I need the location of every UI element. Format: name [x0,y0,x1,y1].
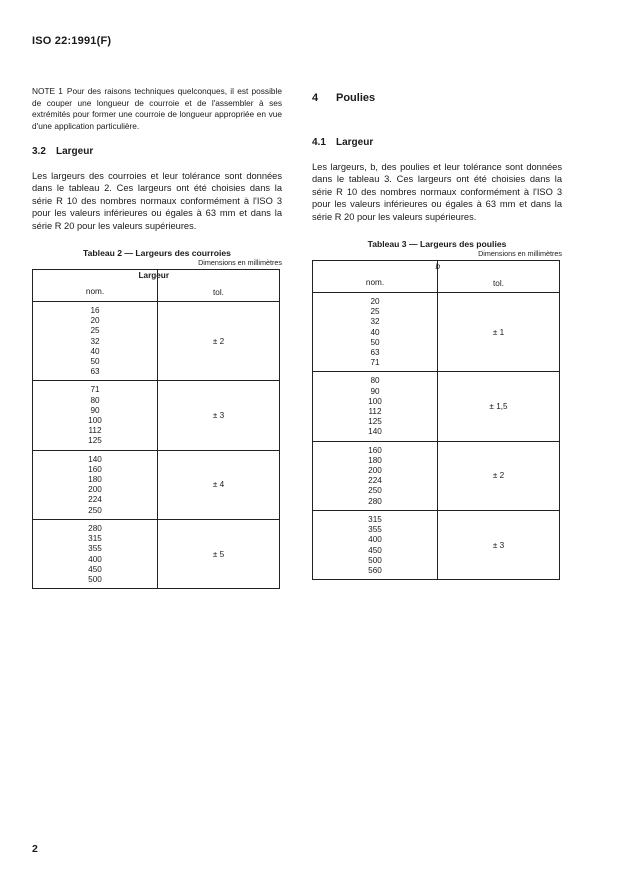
tolerance-value: ± 1,5 [438,372,560,441]
left-column [32,86,282,589]
note-1 [32,86,282,132]
section-4-1-text: Les largeurs, b, des poulies et leur tolérance sont données dans le tableau 3. Ces largeurs ont été choisies dans la série R 10 des nombres normaux conformément à l'ISO 3 pour les valeurs inférieures ou égales à 63 mm et dans la série R 20 pour les valeurs supérieures. [312,162,562,222]
page-number: 2 [32,843,38,855]
nominal-values: 280 315 355 400 450 500 [33,519,158,588]
section-4-1-heading [312,137,562,148]
table-row [313,293,560,372]
chapter-4-heading [312,92,562,104]
table-2-header-largeur: Largeur [138,271,169,281]
tolerance-value: ± 3 [438,510,560,579]
table-3-col-tol: tol. [493,279,504,289]
table-2-col-nom: nom. [85,286,105,296]
nominal-values: 71 80 90 100 112 125 [33,381,158,450]
table-row [33,302,280,381]
table-2-header-tol [158,270,280,302]
table-3 [312,260,560,580]
section-3-2-text: Les largeurs des courroies et leur tolérance sont données dans le tableau 2. Ces largeurs ont été choisies dans la série R 10 des nombres normaux conformément à l'ISO 3 pour les valeurs inférieures ou égales à 63 mm et dans la série R 20 pour les valeurs supérieures. [32,171,282,231]
chapter-title: Poulies [336,92,376,104]
section-title: Largeur [336,137,374,148]
tolerance-value: ± 2 [158,302,280,381]
table-3-caption: Tableau 3 — Largeurs des poulies [367,239,507,250]
section-number: 3.2 [32,146,46,157]
nominal-values: 315 355 400 450 500 560 [313,510,438,579]
section-number: 4.1 [312,137,326,148]
table-3-col-nom: nom. [365,277,385,287]
tolerance-value: ± 1 [438,293,560,372]
section-title: Largeur [56,146,94,157]
table-3-header-nom [313,261,438,293]
nominal-values: 80 90 100 112 125 140 [313,372,438,441]
nominal-values: 20 25 32 40 50 63 71 [313,293,438,372]
tolerance-value: ± 5 [158,519,280,588]
table-row [33,381,280,450]
note-text: Pour des raisons techniques quelconques, il est possible de couper une longueur de courroie et de l'assembler à ses extrémités pour former une courroie de longueur appropriée en vue d'une application particulière. [32,86,282,131]
table-2 [32,269,280,589]
table-2-col-tol: tol. [213,288,224,298]
nominal-values: 16 20 25 32 40 50 63 [33,302,158,381]
table-row [33,450,280,519]
chapter-number: 4 [312,92,319,104]
tolerance-value: ± 3 [158,381,280,450]
table-row [33,519,280,588]
table-2-header-nom [33,270,169,302]
note-label: NOTE 1 [32,86,63,96]
table-row [313,510,560,579]
nominal-values: 160 180 200 224 250 280 [313,441,438,510]
right-column [312,86,562,580]
table-2-unit: Dimensions en millimètres [198,258,282,268]
table-3-header-tol [438,261,560,293]
document-reference: ISO 22:1991(F) [32,35,112,47]
section-3-2-heading [32,146,282,157]
table-row [313,441,560,510]
table-row [313,372,560,441]
table-2-caption: Tableau 2 — Largeurs des courroies [83,248,231,259]
table-3-header-b: b [435,262,440,272]
table-3-unit: Dimensions en millimètres [478,249,562,259]
tolerance-value: ± 4 [158,450,280,519]
nominal-values: 140 160 180 200 224 250 [33,450,158,519]
tolerance-value: ± 2 [438,441,560,510]
